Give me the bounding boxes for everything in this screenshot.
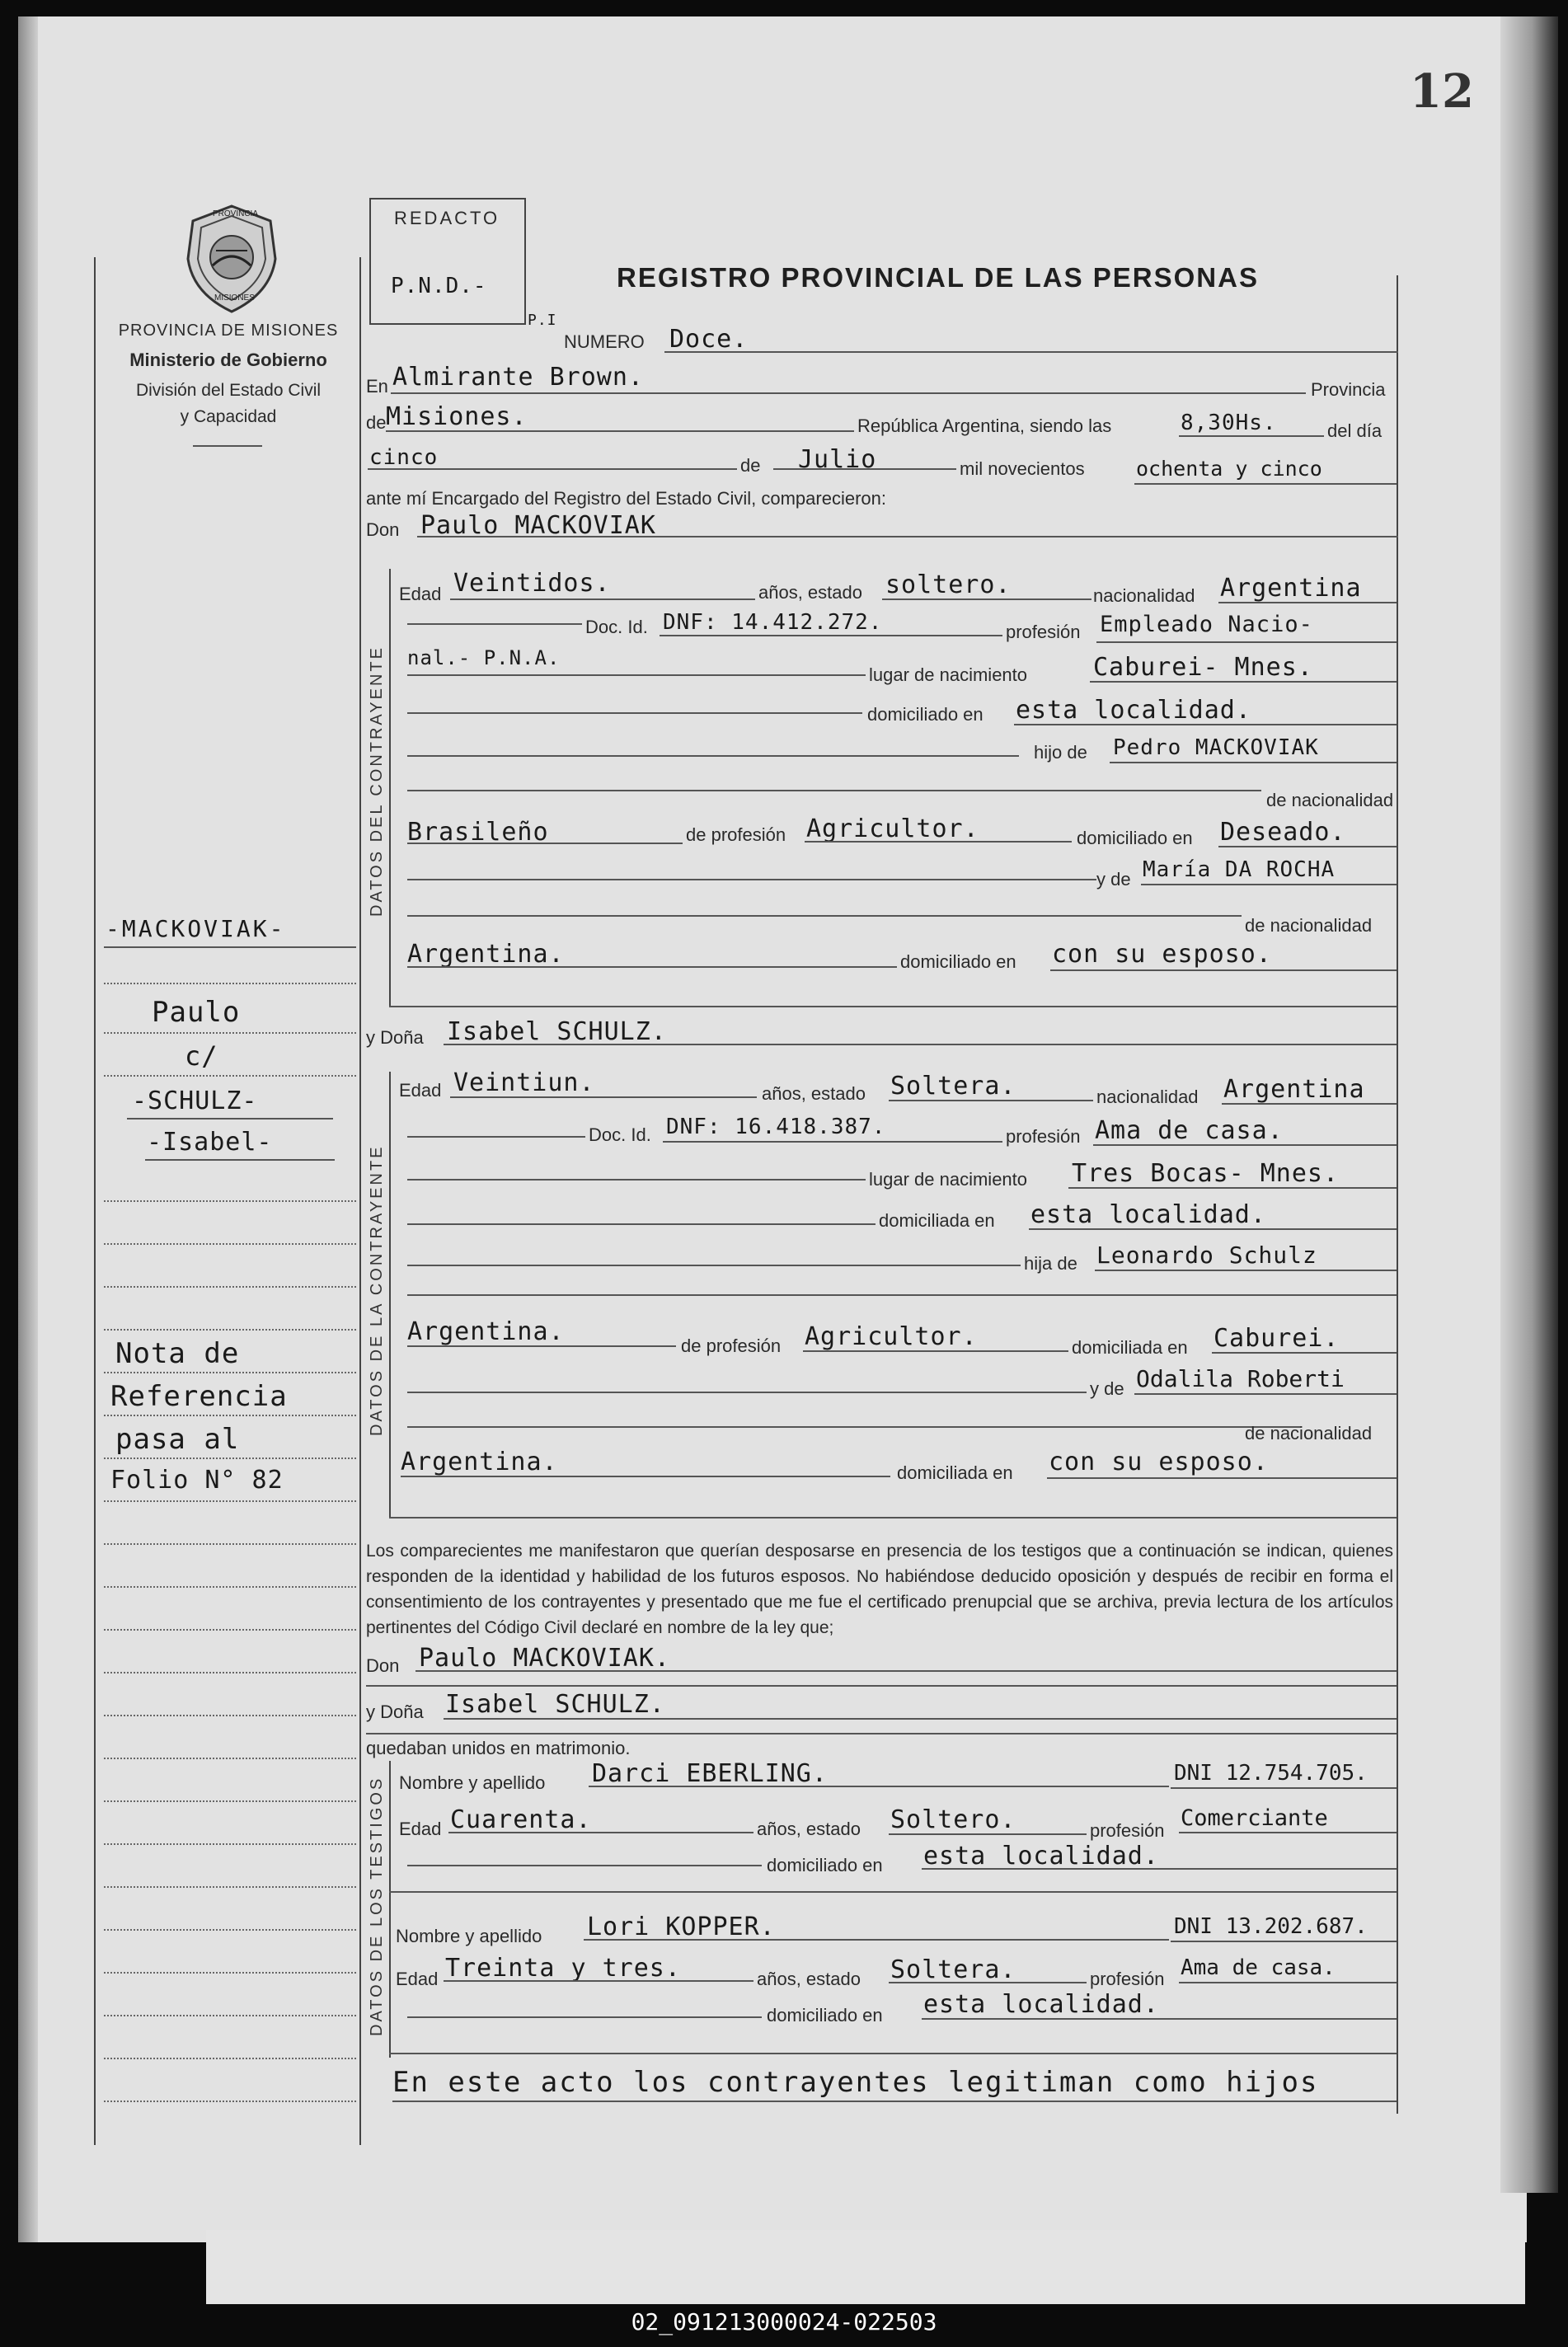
f-edad-value: Veintiun. bbox=[453, 1068, 595, 1097]
f-madre-value: Odalila Roberti bbox=[1136, 1365, 1345, 1392]
c-padre-domicilio-value: Deseado. bbox=[1220, 818, 1346, 847]
margin-note-line-2: Referencia bbox=[110, 1380, 288, 1413]
margin-dotted-6 bbox=[104, 1286, 356, 1288]
f-doc-value: DNF: 16.418.387. bbox=[666, 1115, 886, 1139]
testigos-section-label: DATOS DE LOS TESTIGOS bbox=[368, 1776, 386, 2036]
f-padre-domicilio-line bbox=[1212, 1352, 1397, 1354]
c-madre-line bbox=[1141, 884, 1397, 885]
c-estado-line bbox=[882, 598, 1091, 600]
mes-line bbox=[773, 468, 956, 470]
legal-paragraph: Los comparecientes me manifestaron que querían desposarse en presencia de los testigos que a continuación se indican, quienes responden de la identidad y habilidad de los futuros esposos. No habiéndose deducido oposición y después de recibir en forma el consentimiento de los contrayentes y presentado que me fue el certificado prenupcial que se archiva, previa lectura de los artículos pertinentes del Código Civil declaré en nombre de la ley que; bbox=[366, 1542, 1393, 1637]
mes-de-label: de bbox=[740, 455, 761, 476]
f-madre-domicilio-value: con su esposo. bbox=[1049, 1448, 1269, 1476]
c-nac-line-pre bbox=[407, 790, 1261, 791]
f-padre-nac-value: Argentina. bbox=[407, 1317, 565, 1346]
agency-ministry: Ministerio de Gobierno bbox=[129, 350, 327, 370]
c-madre-de-nac-label: de nacionalidad bbox=[1245, 915, 1373, 936]
c-lugar-line bbox=[1090, 681, 1397, 683]
f-profesion-value: Ama de casa. bbox=[1095, 1116, 1284, 1145]
f-domiciliada-en-label: domiciliada en bbox=[1072, 1337, 1188, 1358]
c-edad-line bbox=[450, 598, 755, 600]
t1-profesion-label: profesión bbox=[1090, 1820, 1165, 1841]
t2-bottom-line bbox=[389, 2053, 1397, 2054]
c-doc-line-pre bbox=[407, 623, 582, 625]
f-madre-domicilio-line bbox=[1047, 1477, 1397, 1479]
f-padre-nac-line bbox=[407, 1345, 676, 1347]
f-madre-nac-value: Argentina. bbox=[401, 1448, 558, 1476]
margin-dotted-21 bbox=[104, 1929, 356, 1931]
t2-anios-label: años, estado bbox=[757, 1969, 861, 1989]
f-y-de-label: y de bbox=[1090, 1378, 1124, 1399]
agency-division: División del Estado Civil bbox=[135, 381, 322, 400]
t1-domicilio-label: domiciliado en bbox=[767, 1855, 883, 1875]
dona-line bbox=[444, 1044, 1397, 1045]
c-profesion-label: profesión bbox=[1006, 622, 1081, 642]
page-edge bbox=[1500, 16, 1558, 2193]
t2-edad-label: Edad bbox=[396, 1969, 439, 1989]
f-domicilio-line-pre bbox=[407, 1223, 876, 1225]
margin-dotted-15 bbox=[104, 1672, 356, 1673]
c-domicilio-label: domiciliado en bbox=[867, 704, 984, 725]
f-de-profesion-label: de profesión bbox=[681, 1335, 782, 1356]
margin-dotted-18 bbox=[104, 1800, 356, 1802]
c-hijo-label: hijo de bbox=[1034, 742, 1087, 763]
don-value: Paulo MACKOVIAK bbox=[420, 511, 656, 540]
c-madre-domicilio-label: domiciliado en bbox=[900, 951, 1016, 972]
c-domicilio-line-pre bbox=[407, 712, 862, 714]
margin-dotted-14 bbox=[104, 1629, 356, 1631]
closing-line bbox=[392, 2101, 1397, 2102]
f-padre-nac-line-pre bbox=[407, 1294, 1397, 1296]
t2-nombre-line bbox=[584, 1939, 1169, 1941]
c-doc-value: DNF: 14.412.272. bbox=[663, 610, 883, 635]
t2-domicilio-label: domiciliado en bbox=[767, 2005, 883, 2025]
union-dona-value: Isabel SCHULZ. bbox=[445, 1690, 665, 1719]
left-column-border bbox=[359, 257, 361, 2145]
margin-dotted-7 bbox=[104, 1329, 356, 1331]
c-madre-nac-line bbox=[407, 966, 897, 968]
numero-value: Doce. bbox=[669, 325, 749, 354]
numero-label: NUMERO bbox=[564, 331, 645, 352]
f-madre-nac-line-pre bbox=[407, 1426, 1301, 1428]
margin-dotted-3 bbox=[104, 1075, 356, 1077]
margin-dotted-10 bbox=[104, 1457, 356, 1459]
c-hijo-line-pre bbox=[407, 755, 1019, 757]
t1-nombre-value: Darci EBERLING. bbox=[592, 1759, 828, 1788]
f-estado-value: Soltera. bbox=[890, 1072, 1016, 1101]
t2-nombre-value: Lori KOPPER. bbox=[587, 1913, 776, 1941]
union-extra-line-2 bbox=[366, 1733, 1397, 1734]
quedaban-text: quedaban unidos en matrimonio. bbox=[366, 1738, 631, 1758]
province-seal-icon bbox=[180, 201, 284, 317]
f-doc-line bbox=[663, 1141, 1002, 1143]
right-border bbox=[1397, 275, 1398, 2114]
document-title: REGISTRO PROVINCIAL DE LAS PERSONAS bbox=[617, 262, 1259, 293]
f-domicilio-value: esta localidad. bbox=[1030, 1200, 1266, 1229]
c-estado-value: soltero. bbox=[885, 570, 1012, 599]
c-edad-value: Veintidos. bbox=[453, 569, 611, 598]
page-number: 12 bbox=[1410, 64, 1474, 119]
don-line bbox=[417, 536, 1398, 537]
margin-dotted-9 bbox=[104, 1415, 356, 1416]
f-doc-label: Doc. Id. bbox=[589, 1124, 651, 1145]
margin-dotted-1 bbox=[104, 983, 356, 984]
don-label: Don bbox=[366, 519, 400, 540]
margin-dotted-24 bbox=[104, 2058, 356, 2059]
f-madre-line bbox=[1134, 1393, 1397, 1395]
margin-dotted-23 bbox=[104, 2015, 356, 2016]
mes-value: Julio bbox=[798, 445, 877, 474]
f-profesion-label: profesión bbox=[1006, 1126, 1081, 1147]
f-profesion-line bbox=[1093, 1144, 1397, 1146]
c-section-bottom bbox=[389, 1006, 1397, 1007]
image-caption: 02_091213000024-022503 bbox=[631, 2308, 937, 2335]
t2-domicilio-line bbox=[922, 2018, 1397, 2020]
de-value: Misiones. bbox=[386, 402, 528, 431]
t2-profesion-value: Ama de casa. bbox=[1181, 1955, 1336, 1980]
margin-note-line-3: pasa al bbox=[115, 1423, 240, 1456]
dia-value: cinco bbox=[369, 445, 439, 470]
f-section-bottom bbox=[389, 1517, 1397, 1519]
book-spine bbox=[18, 16, 38, 2242]
margin-dotted-22 bbox=[104, 1972, 356, 1974]
f-de-nac-label: de nacionalidad bbox=[1245, 1423, 1373, 1443]
t2-nombre-label: Nombre y apellido bbox=[396, 1926, 542, 1946]
t1-edad-line bbox=[448, 1832, 753, 1833]
f-anios-label: años, estado bbox=[762, 1083, 866, 1104]
f-hija-label: hija de bbox=[1024, 1253, 1077, 1274]
f-nacionalidad-label: nacionalidad bbox=[1096, 1087, 1199, 1107]
contrayente-section-label: DATOS DEL CONTRAYENTE bbox=[368, 645, 386, 917]
margin-dotted-5 bbox=[104, 1243, 356, 1245]
margin-dotted-12 bbox=[104, 1543, 356, 1545]
c-edad-label: Edad bbox=[399, 584, 442, 604]
margin-dotted-13 bbox=[104, 1586, 356, 1588]
union-dona-line bbox=[444, 1718, 1397, 1720]
c-padre-value: Pedro MACKOVIAK bbox=[1113, 735, 1319, 760]
f-lugar-label: lugar de nacimiento bbox=[869, 1169, 1028, 1190]
margin-conj: c/ bbox=[185, 1040, 218, 1072]
dia-line bbox=[368, 468, 737, 470]
redacto-value: P.N.D.- bbox=[391, 274, 487, 298]
agency-province: PROVINCIA DE MISIONES bbox=[118, 322, 339, 340]
f-padre-line bbox=[1095, 1270, 1397, 1271]
redacto-mark: P.I bbox=[528, 312, 557, 329]
c-padre-nac-value: Brasileño bbox=[407, 818, 549, 847]
margin-name-2: -Isabel- bbox=[147, 1128, 273, 1157]
f-padre-profesion-value: Agricultor. bbox=[805, 1322, 978, 1351]
t2-edad-value: Treinta y tres. bbox=[445, 1954, 681, 1983]
t1-edad-label: Edad bbox=[399, 1819, 442, 1839]
c-de-nac-label: de nacionalidad bbox=[1266, 790, 1394, 810]
f-edad-label: Edad bbox=[399, 1080, 442, 1101]
f-domicilio-line bbox=[1029, 1228, 1397, 1230]
c-profesion-cont-line bbox=[407, 674, 866, 676]
de-label: de bbox=[366, 412, 387, 433]
t2-domicilio-value: esta localidad. bbox=[923, 1990, 1159, 2019]
bottom-strip bbox=[206, 2230, 1525, 2304]
redacto-box bbox=[369, 198, 526, 325]
t1-domicilio-value: esta localidad. bbox=[923, 1842, 1159, 1871]
f-madre-line-pre bbox=[407, 1392, 1087, 1393]
union-don-line bbox=[415, 1670, 1397, 1672]
c-madre-nac-line-pre bbox=[407, 915, 1242, 917]
republica-text: República Argentina, siendo las bbox=[857, 415, 1112, 436]
provincia-label: Provincia bbox=[1311, 379, 1386, 400]
c-y-de-label: y de bbox=[1096, 869, 1131, 890]
f-nacionalidad-line bbox=[1222, 1103, 1397, 1105]
dona-label: y Doña bbox=[366, 1027, 424, 1048]
contrayenta-section-label: DATOS DE LA CONTRAYENTE bbox=[368, 1144, 386, 1436]
t1-domicilio-line bbox=[922, 1868, 1397, 1870]
f-hija-line-pre bbox=[407, 1265, 1021, 1266]
f-lugar-value: Tres Bocas- Mnes. bbox=[1072, 1159, 1340, 1188]
t1-nombre-line bbox=[589, 1786, 1169, 1787]
f-nacionalidad-value: Argentina bbox=[1223, 1075, 1365, 1104]
margin-dotted-16 bbox=[104, 1715, 356, 1716]
t2-domicilio-line-pre bbox=[407, 2016, 762, 2018]
f-edad-line bbox=[450, 1096, 757, 1098]
del-dia-label: del día bbox=[1327, 420, 1383, 441]
margin-name-2-line bbox=[145, 1159, 335, 1161]
f-domicilio-label: domiciliada en bbox=[879, 1210, 995, 1231]
f-padre-domicilio-value: Caburei. bbox=[1214, 1324, 1340, 1353]
t2-edad-line bbox=[444, 1980, 753, 1982]
margin-surname-1-line bbox=[104, 946, 356, 948]
c-doc-label: Doc. Id. bbox=[585, 617, 648, 637]
margin-dotted-20 bbox=[104, 1886, 356, 1888]
union-extra-line bbox=[366, 1685, 1397, 1687]
seal-text-bottom: MISIONES bbox=[214, 293, 255, 303]
t2-profesion-label: profesión bbox=[1090, 1969, 1165, 1989]
de-line bbox=[386, 430, 854, 432]
union-don-value: Paulo MACKOVIAK. bbox=[419, 1644, 670, 1673]
f-madre-domicilio-label: domiciliada en bbox=[897, 1462, 1013, 1483]
contrayenta-section-border bbox=[389, 1072, 391, 1517]
margin-dotted-19 bbox=[104, 1843, 356, 1845]
c-padre-nac-line bbox=[407, 843, 683, 844]
c-profesion-value: Empleado Nacio- bbox=[1100, 612, 1313, 637]
margin-name-1: Paulo bbox=[152, 996, 241, 1029]
t1-estado-value: Soltero. bbox=[890, 1805, 1016, 1834]
t2-dni-value: DNI 13.202.687. bbox=[1174, 1914, 1368, 1939]
f-doc-line-pre bbox=[407, 1136, 585, 1138]
t2-estado-value: Soltera. bbox=[890, 1955, 1016, 1984]
closing-note: En este acto los contrayentes legitiman como hijos bbox=[392, 2066, 1319, 2099]
c-domicilio-line bbox=[1014, 724, 1397, 725]
t1-edad-value: Cuarenta. bbox=[450, 1805, 592, 1834]
t1-domicilio-line-pre bbox=[407, 1865, 762, 1866]
c-padre-profesion-value: Agricultor. bbox=[806, 814, 979, 843]
c-domiciliado-en-label: domiciliado en bbox=[1077, 828, 1193, 848]
f-estado-line bbox=[889, 1100, 1093, 1101]
margin-surname-2: -SCHULZ- bbox=[132, 1087, 258, 1115]
agency-underline bbox=[193, 445, 262, 447]
contrayente-section-border bbox=[389, 569, 391, 1006]
margin-dotted-25 bbox=[104, 2101, 356, 2102]
t1-anios-label: años, estado bbox=[757, 1819, 861, 1839]
en-line bbox=[391, 392, 1306, 394]
margin-dotted-11 bbox=[104, 1500, 356, 1502]
margin-note-line-4: Folio N° 82 bbox=[110, 1466, 284, 1495]
union-don-label: Don bbox=[366, 1655, 400, 1676]
seal-text-top: PROVINCIA bbox=[213, 209, 259, 218]
redacto-label: REDACTO bbox=[394, 208, 500, 228]
t2-dni-line bbox=[1171, 1941, 1397, 1942]
en-label: En bbox=[366, 376, 388, 397]
margin-dotted-2 bbox=[104, 1032, 356, 1034]
t1-profesion-value: Comerciante bbox=[1181, 1805, 1328, 1831]
union-dona-label: y Doña bbox=[366, 1702, 424, 1722]
c-padre-domicilio-line bbox=[1218, 846, 1397, 847]
hora-value: 8,30Hs. bbox=[1181, 411, 1277, 435]
t1-estado-line bbox=[889, 1833, 1087, 1835]
dona-value: Isabel SCHULZ. bbox=[447, 1017, 667, 1046]
anio-line bbox=[1134, 483, 1397, 485]
c-anios-label: años, estado bbox=[758, 582, 862, 603]
margin-dotted-17 bbox=[104, 1758, 356, 1759]
t1-bottom-line bbox=[389, 1891, 1397, 1893]
c-madre-domicilio-line bbox=[1050, 969, 1397, 971]
f-padre-profesion-line bbox=[803, 1350, 1068, 1352]
t1-dni-value: DNI 12.754.705. bbox=[1174, 1761, 1368, 1786]
t1-nombre-label: Nombre y apellido bbox=[399, 1772, 546, 1793]
anio-value: ochenta y cinco bbox=[1136, 457, 1322, 481]
left-margin-border bbox=[94, 257, 96, 2145]
c-padre-profesion-line bbox=[805, 841, 1072, 843]
agency-capacity: y Capacidad bbox=[180, 407, 277, 426]
margin-note-line-1: Nota de bbox=[115, 1337, 240, 1370]
margin-dotted-8 bbox=[104, 1372, 356, 1373]
ante-text: ante mí Encargado del Registro del Estado Civil, comparecieron: bbox=[366, 488, 886, 509]
f-lugar-line-pre bbox=[407, 1179, 866, 1181]
hora-line bbox=[1179, 435, 1324, 437]
c-madre-value: María DA ROCHA bbox=[1143, 857, 1336, 882]
c-nacionalidad-value: Argentina bbox=[1220, 574, 1362, 603]
c-madre-line-pre bbox=[407, 879, 1096, 880]
t1-dni-line bbox=[1171, 1787, 1397, 1789]
f-padre-value: Leonardo Schulz bbox=[1096, 1242, 1317, 1269]
c-padre-line bbox=[1110, 762, 1397, 763]
t1-profesion-line bbox=[1179, 1832, 1397, 1833]
c-profesion-cont: nal.- P.N.A. bbox=[407, 646, 561, 669]
c-de-profesion-label: de profesión bbox=[686, 824, 786, 845]
t2-profesion-line bbox=[1179, 1982, 1397, 1983]
c-doc-line bbox=[660, 635, 1002, 636]
f-madre-nac-line bbox=[401, 1476, 890, 1477]
c-nacionalidad-line bbox=[1218, 602, 1397, 603]
t2-estado-line bbox=[889, 1982, 1087, 1983]
c-domicilio-value: esta localidad. bbox=[1016, 696, 1251, 725]
mil-label: mil novecientos bbox=[960, 458, 1085, 479]
numero-line bbox=[664, 351, 1398, 353]
c-profesion-line bbox=[1096, 641, 1397, 643]
c-lugar-value: Caburei- Mnes. bbox=[1093, 653, 1313, 682]
margin-dotted-4 bbox=[104, 1200, 356, 1202]
c-nacionalidad-label: nacionalidad bbox=[1093, 585, 1195, 606]
c-madre-domicilio-value: con su esposo. bbox=[1052, 940, 1272, 969]
margin-surname-2-line bbox=[127, 1118, 333, 1120]
c-madre-nac-value: Argentina. bbox=[407, 940, 565, 969]
f-lugar-line bbox=[1068, 1187, 1397, 1189]
en-value: Almirante Brown. bbox=[392, 363, 644, 392]
margin-surname-1: -MACKOVIAK- bbox=[106, 915, 286, 942]
testigos-section-border bbox=[389, 1761, 391, 2058]
c-lugar-label: lugar de nacimiento bbox=[869, 664, 1028, 685]
